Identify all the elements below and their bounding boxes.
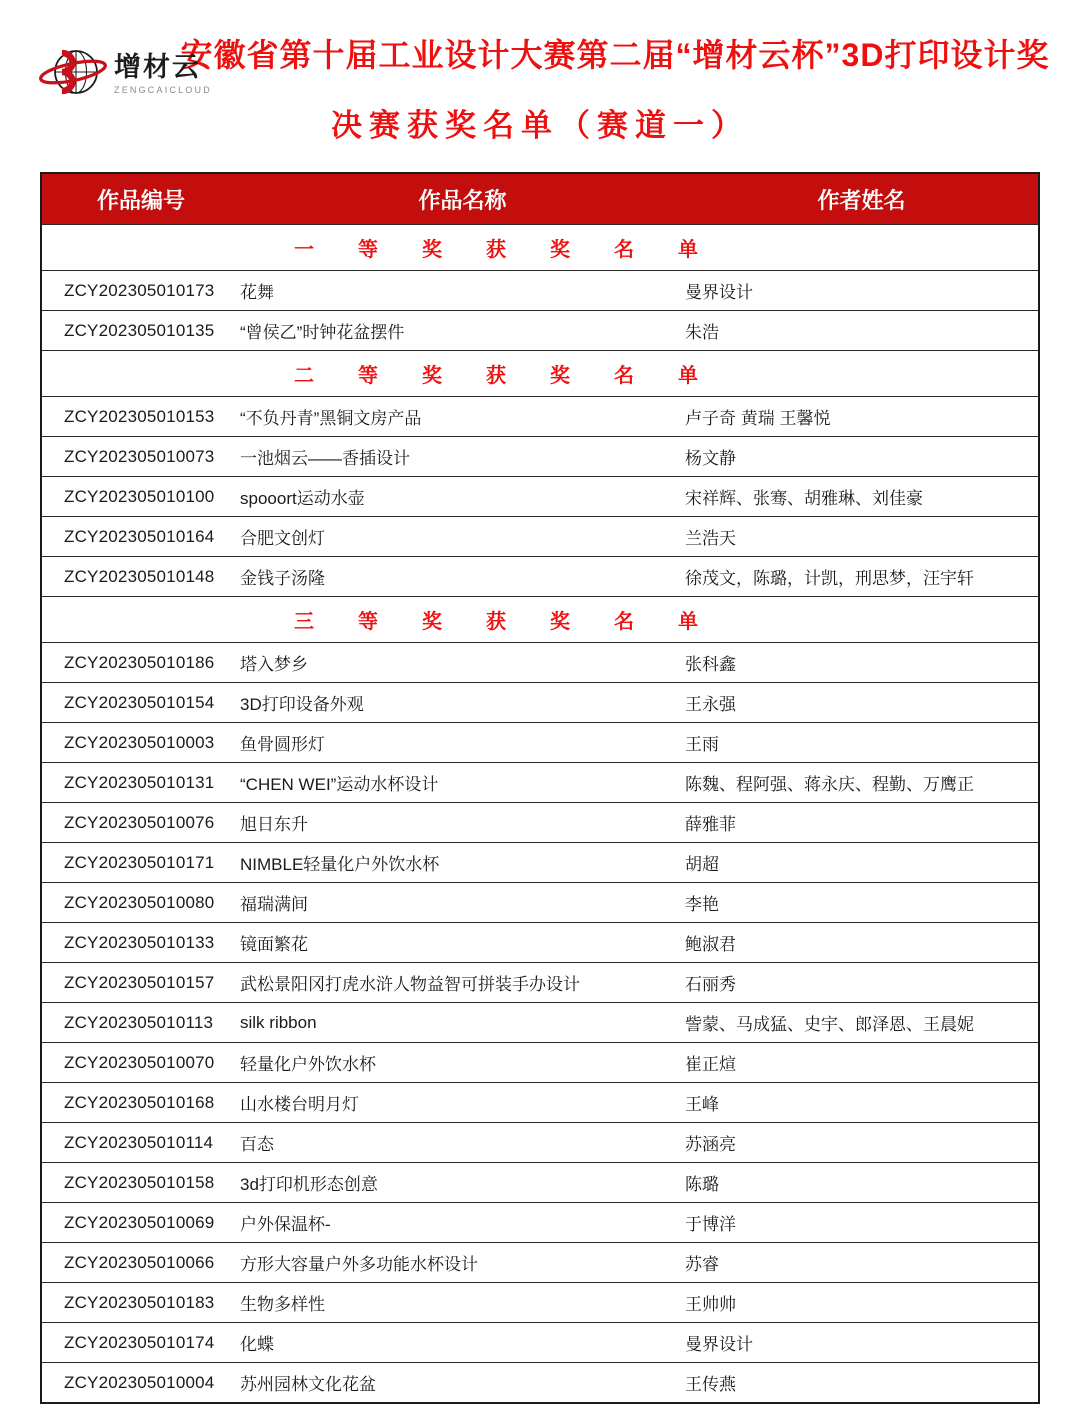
- work-id-cell: ZCY202305010070: [64, 1052, 215, 1072]
- author-cell: 苏涵亮: [685, 1135, 736, 1154]
- table-row: [42, 1202, 1038, 1242]
- work-id-cell: ZCY202305010080: [64, 892, 215, 912]
- author-cell: 王雨: [685, 735, 719, 754]
- work-id-cell: ZCY202305010114: [64, 1132, 214, 1152]
- author-cell: 苏睿: [685, 1255, 719, 1274]
- work-name-cell: 鱼骨圆形灯: [240, 735, 325, 754]
- author-cell: 宋祥辉、张骞、胡雅琳、刘佳豪: [685, 489, 923, 508]
- logo-text: [114, 51, 212, 95]
- prize-section-row: [42, 350, 1038, 396]
- work-name-cell: “CHEN WEI”运动水杯设计: [240, 775, 439, 794]
- work-name-cell: 化蝶: [240, 1335, 274, 1354]
- author-cell: 张科鑫: [685, 655, 736, 674]
- work-name-cell: 3D打印设备外观: [240, 695, 364, 714]
- table-row: [42, 842, 1038, 882]
- work-id-cell: ZCY202305010073: [64, 446, 215, 466]
- work-name-cell: 山水楼台明月灯: [240, 1095, 359, 1114]
- table-row: [42, 270, 1038, 310]
- work-id-cell: ZCY202305010171: [64, 852, 215, 872]
- table-row: [42, 310, 1038, 350]
- work-name-cell: 合肥文创灯: [240, 529, 325, 548]
- author-cell: 曼界设计: [685, 1335, 753, 1354]
- work-id-cell: ZCY202305010157: [64, 972, 215, 992]
- award-announcement-page: [0, 30, 1080, 1394]
- table-row: [42, 1282, 1038, 1322]
- table-row: [42, 682, 1038, 722]
- globe-logo-icon: [38, 42, 108, 106]
- table-row: [42, 396, 1038, 436]
- work-name-cell: 户外保温杯-: [240, 1215, 331, 1234]
- prize-section-title: 二等奖获奖名单: [294, 365, 742, 387]
- table-row: [42, 516, 1038, 556]
- work-name-cell: 百态: [240, 1135, 274, 1154]
- work-name-cell: NIMBLE轻量化户外饮水杯: [240, 855, 440, 874]
- author-cell: 王永强: [685, 695, 736, 714]
- work-id-cell: ZCY202305010148: [64, 566, 215, 586]
- table-row: [42, 922, 1038, 962]
- table-row: [42, 476, 1038, 516]
- author-cell: 朱浩: [685, 323, 719, 342]
- work-id-cell: ZCY202305010100: [64, 486, 215, 506]
- author-cell: 陈璐: [685, 1175, 719, 1194]
- prize-section-row: [42, 596, 1038, 642]
- work-name-cell: 方形大容量户外多功能水杯设计: [240, 1255, 478, 1274]
- prize-section-row: [42, 224, 1038, 270]
- work-name-cell: 花舞: [240, 283, 274, 302]
- work-name-cell: 3d打印机形态创意: [240, 1175, 378, 1194]
- author-cell: 兰浩天: [685, 529, 736, 548]
- work-id-cell: ZCY202305010076: [64, 812, 215, 832]
- author-cell: 鲍淑君: [685, 935, 736, 954]
- work-name-cell: “曾侯乙”时钟花盆摆件: [240, 323, 405, 342]
- work-id-cell: ZCY202305010173: [64, 280, 215, 300]
- work-id-cell: ZCY202305010174: [64, 1332, 215, 1352]
- table-row: [42, 1362, 1038, 1402]
- table-row: [42, 1002, 1038, 1042]
- column-header-author: 作者姓名: [817, 187, 906, 213]
- author-cell: 胡超: [685, 855, 719, 874]
- author-cell: 訾蒙、马成猛、史宇、郎泽恩、王晨妮: [685, 1015, 974, 1034]
- table-row: [42, 436, 1038, 476]
- work-name-cell: “不负丹青”黑铜文房产品: [240, 409, 422, 428]
- work-name-cell: silk ribbon: [240, 1012, 317, 1032]
- author-cell: 薛雅菲: [685, 815, 736, 834]
- prize-section-title: 三等奖获奖名单: [294, 611, 742, 633]
- author-cell: 于博洋: [685, 1215, 736, 1234]
- author-cell: 杨文静: [685, 449, 736, 468]
- page-title-line2: 决赛获奖名单（赛道一）: [331, 108, 749, 143]
- awards-table-body: [42, 224, 1038, 1402]
- table-header-row: [42, 174, 1038, 224]
- work-id-cell: ZCY202305010004: [64, 1372, 215, 1392]
- work-id-cell: ZCY202305010113: [64, 1012, 214, 1032]
- author-cell: 曼界设计: [685, 283, 753, 302]
- author-cell: 徐茂文，陈璐，计凯，刑思梦，汪宇轩: [685, 569, 974, 588]
- author-cell: 王峰: [685, 1095, 719, 1114]
- work-id-cell: ZCY202305010153: [64, 406, 215, 426]
- table-row: [42, 722, 1038, 762]
- logo-subtitle: ZENGCAICLOUD: [114, 84, 212, 95]
- author-cell: 崔正煊: [685, 1055, 736, 1074]
- work-id-cell: ZCY202305010003: [64, 732, 215, 752]
- work-name-cell: 苏州园林文化花盆: [240, 1375, 376, 1394]
- table-row: [42, 1082, 1038, 1122]
- author-cell: 王帅帅: [685, 1295, 736, 1314]
- work-name-cell: 福瑞满间: [240, 895, 308, 914]
- work-name-cell: 武松景阳冈打虎水浒人物益智可拼装手办设计: [240, 975, 580, 994]
- author-cell: 陈魏、程阿强、蒋永庆、程勤、万鹰正: [685, 775, 974, 794]
- table-row: [42, 1322, 1038, 1362]
- table-row: [42, 802, 1038, 842]
- work-id-cell: ZCY202305010158: [64, 1172, 215, 1192]
- work-name-cell: 金钱子汤隆: [240, 569, 325, 588]
- work-id-cell: ZCY202305010154: [64, 692, 215, 712]
- table-row: [42, 882, 1038, 922]
- work-name-cell: 一池烟云——香插设计: [240, 449, 410, 468]
- work-id-cell: ZCY202305010164: [64, 526, 215, 546]
- column-header-work-id: 作品编号: [96, 187, 185, 213]
- page-title-line1: 安徽省第十届工业设计大赛第二届“增材云杯”3D打印设计奖: [180, 37, 1050, 73]
- awards-table: [40, 172, 1040, 1404]
- column-header-work-name: 作品名称: [418, 187, 507, 213]
- work-id-cell: ZCY202305010183: [64, 1292, 215, 1312]
- work-name-cell: 生物多样性: [240, 1295, 325, 1314]
- table-row: [42, 642, 1038, 682]
- work-id-cell: ZCY202305010069: [64, 1212, 215, 1232]
- work-id-cell: ZCY202305010131: [64, 772, 215, 792]
- work-id-cell: ZCY202305010135: [64, 320, 215, 340]
- work-name-cell: 轻量化户外饮水杯: [240, 1055, 376, 1074]
- prize-section-title: 一等奖获奖名单: [294, 239, 742, 261]
- logo-name: 增材云: [114, 51, 201, 82]
- work-name-cell: 旭日东升: [240, 815, 308, 834]
- table-row: [42, 1122, 1038, 1162]
- author-cell: 王传燕: [685, 1375, 736, 1394]
- table-row: [42, 962, 1038, 1002]
- table-row: [42, 1042, 1038, 1082]
- table-row: [42, 762, 1038, 802]
- work-id-cell: ZCY202305010186: [64, 652, 215, 672]
- author-cell: 李艳: [685, 895, 719, 914]
- table-row: [42, 556, 1038, 596]
- work-name-cell: 塔入梦乡: [240, 655, 308, 674]
- table-row: [42, 1162, 1038, 1202]
- work-name-cell: 镜面繁花: [240, 935, 308, 954]
- author-cell: 石丽秀: [685, 975, 736, 994]
- work-id-cell: ZCY202305010133: [64, 932, 215, 952]
- work-id-cell: ZCY202305010168: [64, 1092, 215, 1112]
- work-id-cell: ZCY202305010066: [64, 1252, 215, 1272]
- zengcai-cloud-logo: [38, 42, 212, 106]
- work-name-cell: spooort运动水壶: [240, 489, 365, 508]
- author-cell: 卢子奇 黄瑞 王馨悦: [685, 409, 831, 428]
- table-row: [42, 1242, 1038, 1282]
